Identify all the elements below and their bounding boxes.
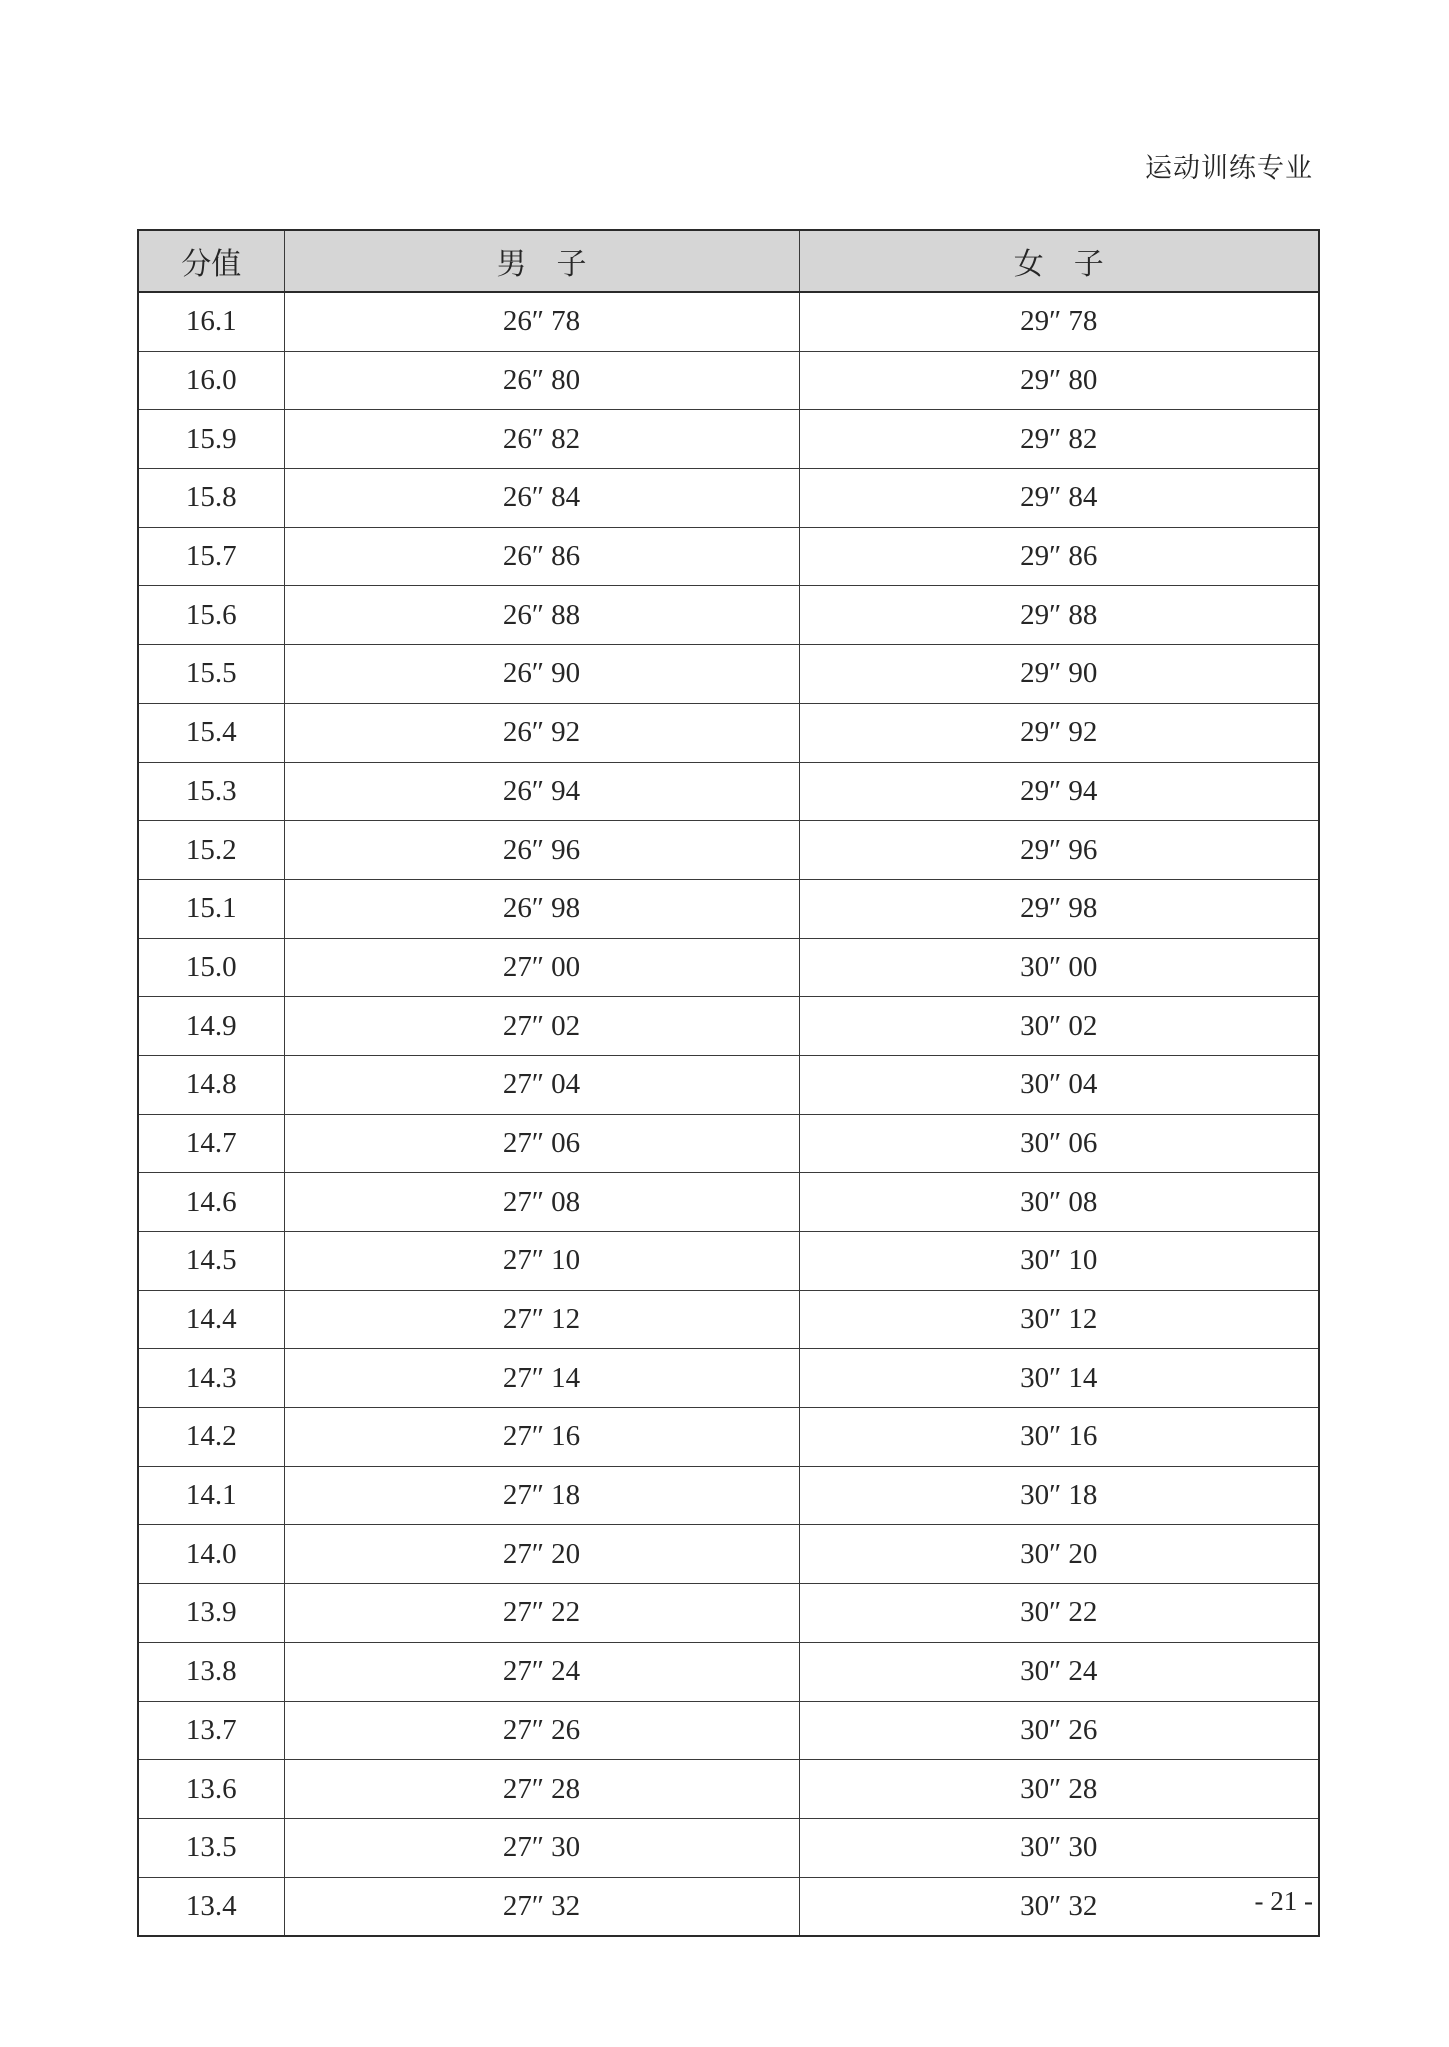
male-time-cell: 27″ 28 [284,1760,799,1819]
table-row [138,1349,1319,1408]
page-number: - 21 - [1254,1886,1313,1916]
female-time-cell: 30″ 10 [799,1232,1319,1291]
male-time-cell: 27″ 10 [284,1232,799,1291]
male-time-cell: 27″ 14 [284,1349,799,1408]
score-cell: 15.3 [138,762,284,821]
score-cell: 14.2 [138,1408,284,1467]
male-time-cell: 26″ 88 [284,586,799,645]
table-row [138,997,1319,1056]
score-cell: 15.5 [138,645,284,704]
score-cell: 15.0 [138,938,284,997]
female-time-cell: 29″ 94 [799,762,1319,821]
table-row [138,527,1319,586]
score-cell: 15.4 [138,703,284,762]
table-row [138,1818,1319,1877]
score-cell: 14.0 [138,1525,284,1584]
score-cell: 14.9 [138,997,284,1056]
table-row [138,1584,1319,1643]
male-time-cell: 27″ 16 [284,1408,799,1467]
male-time-cell: 27″ 22 [284,1584,799,1643]
table-row [138,1525,1319,1584]
table-row [138,1173,1319,1232]
male-time-cell: 26″ 96 [284,821,799,880]
female-time-cell: 30″ 22 [799,1584,1319,1643]
female-time-cell: 30″ 02 [799,997,1319,1056]
table-row [138,1408,1319,1467]
female-time-cell: 30″ 12 [799,1290,1319,1349]
score-cell: 13.5 [138,1818,284,1877]
female-time-cell: 30″ 32 [799,1877,1319,1936]
female-time-cell: 30″ 16 [799,1408,1319,1467]
male-time-cell: 26″ 80 [284,351,799,410]
table-row [138,1642,1319,1701]
female-time-cell: 30″ 08 [799,1173,1319,1232]
female-time-cell: 29″ 78 [799,292,1319,351]
table-row [138,1055,1319,1114]
header-row [138,230,1319,292]
table-row [138,586,1319,645]
table-row [138,879,1319,938]
female-time-cell: 30″ 06 [799,1114,1319,1173]
male-time-cell: 26″ 90 [284,645,799,704]
male-time-cell: 26″ 86 [284,527,799,586]
table-row [138,703,1319,762]
male-time-cell: 27″ 12 [284,1290,799,1349]
score-cell: 14.1 [138,1466,284,1525]
female-time-cell: 30″ 30 [799,1818,1319,1877]
female-time-cell: 30″ 20 [799,1525,1319,1584]
table-row [138,410,1319,469]
score-cell: 14.8 [138,1055,284,1114]
female-time-cell: 29″ 90 [799,645,1319,704]
male-time-cell: 27″ 02 [284,997,799,1056]
female-time-cell: 29″ 92 [799,703,1319,762]
col-header-score: 分值 [138,230,284,292]
female-time-cell: 29″ 86 [799,527,1319,586]
table-row [138,821,1319,880]
score-cell: 15.6 [138,586,284,645]
score-cell: 13.4 [138,1877,284,1936]
male-time-cell: 27″ 32 [284,1877,799,1936]
doc-header-text: 运动训练专业 [1145,153,1313,183]
score-cell: 15.7 [138,527,284,586]
female-time-cell: 30″ 00 [799,938,1319,997]
male-time-cell: 27″ 24 [284,1642,799,1701]
table-row [138,469,1319,528]
score-cell: 15.8 [138,469,284,528]
col-header-female: 女 子 [799,230,1319,292]
male-time-cell: 26″ 84 [284,469,799,528]
score-cell: 13.7 [138,1701,284,1760]
col-header-male: 男 子 [284,230,799,292]
score-cell: 16.1 [138,292,284,351]
table-row [138,762,1319,821]
male-time-cell: 26″ 94 [284,762,799,821]
male-time-cell: 26″ 98 [284,879,799,938]
male-time-cell: 27″ 04 [284,1055,799,1114]
female-time-cell: 30″ 14 [799,1349,1319,1408]
table-body [138,292,1319,1936]
female-time-cell: 30″ 04 [799,1055,1319,1114]
male-time-cell: 26″ 78 [284,292,799,351]
female-time-cell: 30″ 28 [799,1760,1319,1819]
score-cell: 13.6 [138,1760,284,1819]
table-row [138,1877,1319,1936]
female-time-cell: 29″ 84 [799,469,1319,528]
male-time-cell: 27″ 18 [284,1466,799,1525]
table-row [138,1466,1319,1525]
table-row [138,938,1319,997]
male-time-cell: 27″ 30 [284,1818,799,1877]
female-time-cell: 30″ 18 [799,1466,1319,1525]
table-row [138,1290,1319,1349]
table-row [138,1760,1319,1819]
score-cell: 14.7 [138,1114,284,1173]
score-cell: 13.8 [138,1642,284,1701]
male-time-cell: 27″ 26 [284,1701,799,1760]
male-time-cell: 27″ 00 [284,938,799,997]
male-time-cell: 26″ 92 [284,703,799,762]
table-row [138,1701,1319,1760]
table-row [138,1232,1319,1291]
score-cell: 15.9 [138,410,284,469]
female-time-cell: 29″ 98 [799,879,1319,938]
score-cell: 15.1 [138,879,284,938]
male-time-cell: 27″ 08 [284,1173,799,1232]
male-time-cell: 27″ 06 [284,1114,799,1173]
table-row [138,292,1319,351]
score-cell: 13.9 [138,1584,284,1643]
male-time-cell: 27″ 20 [284,1525,799,1584]
female-time-cell: 30″ 26 [799,1701,1319,1760]
score-cell: 15.2 [138,821,284,880]
female-time-cell: 29″ 96 [799,821,1319,880]
table-row [138,351,1319,410]
score-cell: 14.5 [138,1232,284,1291]
female-time-cell: 29″ 80 [799,351,1319,410]
female-time-cell: 29″ 88 [799,586,1319,645]
score-cell: 14.4 [138,1290,284,1349]
female-time-cell: 30″ 24 [799,1642,1319,1701]
male-time-cell: 26″ 82 [284,410,799,469]
female-time-cell: 29″ 82 [799,410,1319,469]
score-cell: 16.0 [138,351,284,410]
score-cell: 14.3 [138,1349,284,1408]
score-cell: 14.6 [138,1173,284,1232]
table-row [138,1114,1319,1173]
score-table [137,229,1320,1937]
table-row [138,645,1319,704]
